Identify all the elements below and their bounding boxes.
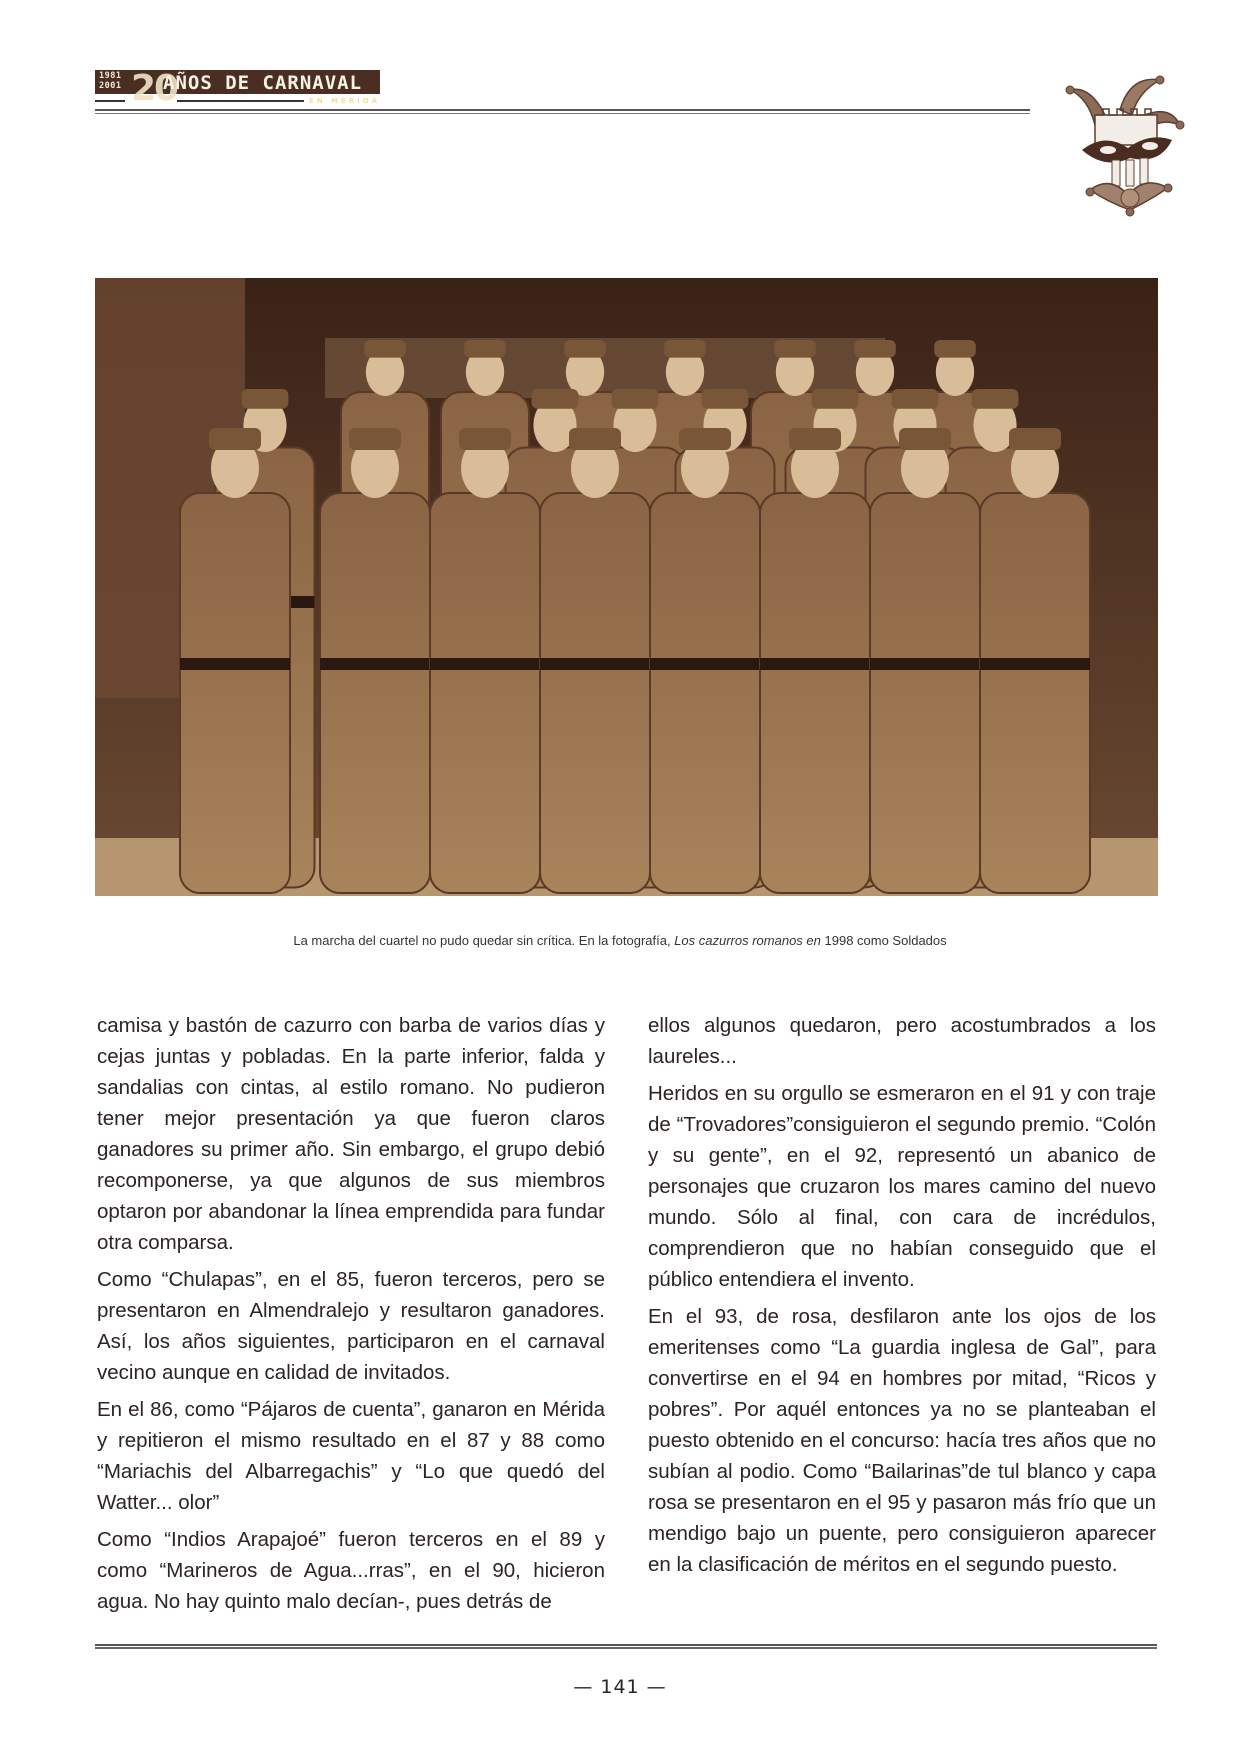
group-photograph <box>95 278 1158 896</box>
caption-lead: La marcha del cuartel no pudo quedar sin crítica. En la fotografía, <box>293 933 675 948</box>
photo-person <box>870 428 980 893</box>
header-rule-short <box>95 100 125 102</box>
caption-italic-tail: en <box>802 933 821 948</box>
photo-person <box>430 428 540 893</box>
group-photograph-illustration <box>95 278 1158 896</box>
paragraph: En el 93, de rosa, desfilaron ante los ojos de los emeritenses como “La guardia inglesa de Gal”, para convertirse en el 94 en hombres por mitad, “Ricos y pobres”. Por aquél entonces ya no se planteaban el puesto obtenido en el concurso: hacía tres años que no subían al podio. Como “Bailarinas”de tul blanco y capa rosa se presentaron en el 95 y pasaron más frío que un mendigo bajo un puente, pero consiguieron aparecer en la clasificación de méritos en el segundo puesto. <box>648 1305 1156 1576</box>
running-header <box>95 70 1035 115</box>
paragraph: camisa y bastón de cazurro con barba de varios días y cejas juntas y pobladas. En la parte inferior, falda y sandalias con cintas, al estilo romano. No pudieron tener mejor presentación ya que fueron claros ganadores su primer año. Sin embargo, el grupo debió recomponerse, ya que algunos de sus miembros optaron por abandonar la línea emprendida para fundar otra comparsa. <box>97 1014 605 1254</box>
photo-person <box>980 428 1090 893</box>
body-column-right <box>648 1010 1156 1586</box>
jester-mask-emblem-icon <box>1050 70 1210 220</box>
photo-person <box>540 428 650 893</box>
body-column-left <box>97 1010 605 1623</box>
paragraph: Heridos en su orgullo se esmeraron en el 91 y con traje de “Trovadores”consiguieron el segundo premio. “Colón y su gente”, en el 92, representó un abanico de personajes que cruzaron los mares camino del nuevo mundo. Sólo al final, con cara de incrédulos, comprendieron que no habían conseguido que el público entendiera el invento. <box>648 1082 1156 1291</box>
paragraph: En el 86, como “Pájaros de cuenta”, ganaron en Mérida y repitieron el mismo resultado en el 87 y 88 como “Mariachis del Albarregachis” y “Lo que quedó del Watter... olor” <box>97 1398 605 1514</box>
carnival-logo <box>1050 70 1210 220</box>
header-anniversary-number: 20 <box>131 68 178 109</box>
photo-caption <box>0 933 1240 948</box>
header-double-rule <box>95 109 1030 114</box>
photo-person <box>180 428 290 893</box>
header-year-end: 2001 <box>99 80 122 91</box>
photo-person <box>760 428 870 893</box>
header-title: AÑOS DE CARNAVAL <box>163 72 363 94</box>
header-rule-short <box>177 100 304 102</box>
caption-italic-title: Los cazurros romanos <box>674 933 803 948</box>
paragraph: Como “Chulapas”, en el 85, fueron terceros, pero se presentaron en Almendralejo y resultaron ganadores. Así, los años siguientes, participaron en el carnaval vecino aunque en calidad de invitados. <box>97 1268 605 1384</box>
paragraph: ellos algunos quedaron, pero acostumbrados a los laureles... <box>648 1014 1156 1068</box>
footer-double-rule <box>95 1644 1157 1649</box>
page-number: — 141 — <box>573 1676 667 1698</box>
photo-person <box>650 428 760 893</box>
paragraph: Como “Indios Arapajoé” fueron terceros en el 89 y como “Marineros de Agua...rras”, en el 90, hicieron agua. No hay quinto malo decían-, pues detrás de <box>97 1528 605 1613</box>
header-years <box>99 72 121 91</box>
header-year-start: 1981 <box>99 71 122 81</box>
caption-trail: 1998 como Soldados <box>820 933 947 948</box>
header-subtitle: EN MÉRIDA <box>309 97 381 105</box>
photo-person <box>320 428 430 893</box>
